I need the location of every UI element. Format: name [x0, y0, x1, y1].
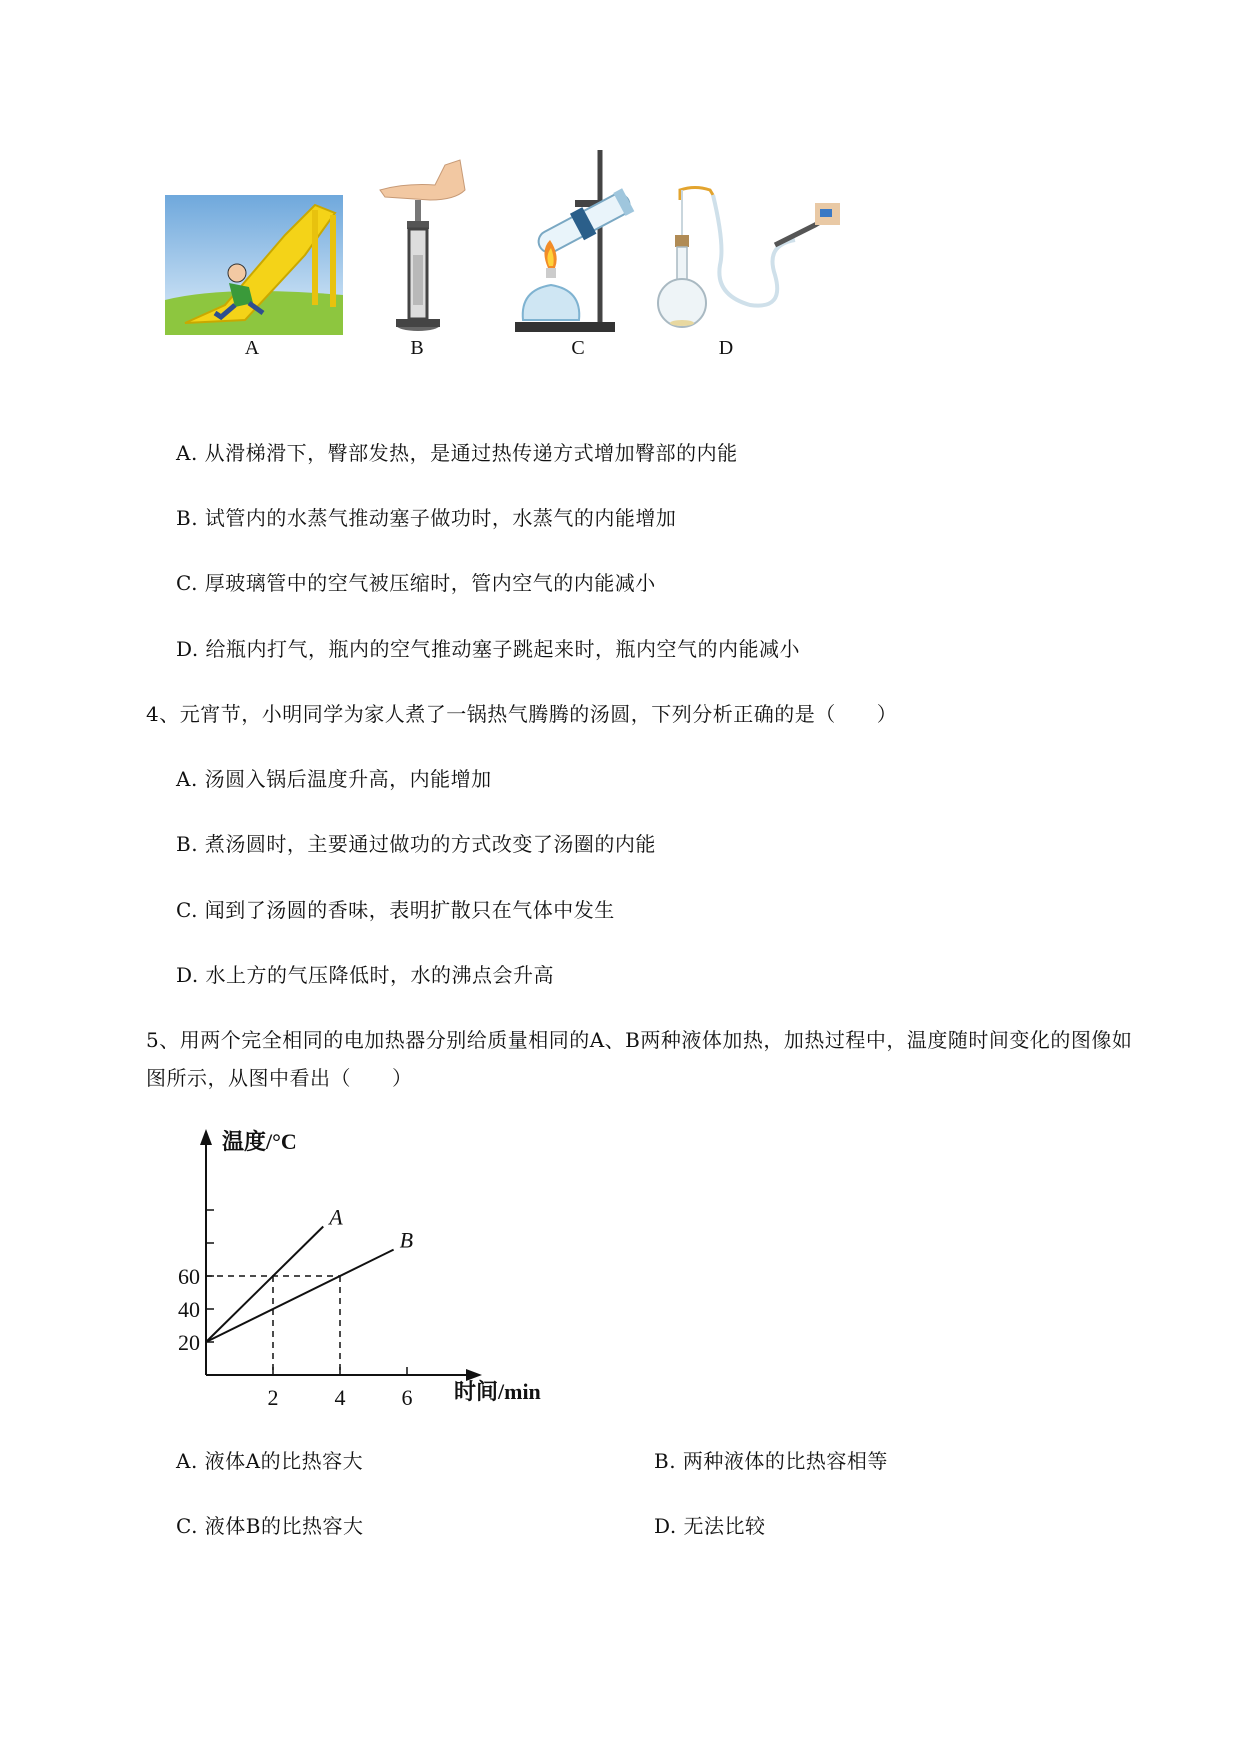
figure-label-b: B: [410, 337, 424, 359]
series-line-a: [206, 1227, 323, 1343]
q5-option-b: B. 两种液体的比热容相等: [654, 1449, 888, 1473]
q3-option-c: C. 厚玻璃管中的空气被压缩时，管内空气的内能减小: [176, 571, 656, 595]
q3-figure-row: [160, 150, 850, 390]
q4-stem: 4、元宵节，小明同学为家人煮了一锅热气腾腾的汤圆，下列分析正确的是（ ）: [146, 702, 898, 726]
x-tick-label: 6: [401, 1385, 413, 1410]
q5-stem: 5、用两个完全相同的电加热器分别给质量相同的A、B两种液体加热，加热过程中，温度随时间变化的图像如图所示，从图中看出（ ）: [146, 1028, 1133, 1090]
q5-option-d: D. 无法比较: [654, 1514, 766, 1538]
q5-option-c: C. 液体B的比热容大: [176, 1514, 364, 1538]
compression-tube-illustration: [375, 155, 470, 335]
series-label-a: A: [329, 1204, 343, 1230]
y-tick-label: 40: [178, 1297, 200, 1322]
q4-option-b: B. 煮汤圆时，主要通过做功的方式改变了汤圈的内能: [176, 832, 656, 856]
q4-option-a: A. 汤圆入锅后温度升高，内能增加: [176, 767, 492, 791]
x-axis-label: 时间/min: [454, 1379, 541, 1404]
flask-pump-illustration: [655, 185, 840, 335]
q4-option-d: D. 水上方的气压降低时，水的沸点会升高: [176, 963, 555, 987]
slide-illustration: [165, 195, 343, 335]
series-label-b: B: [399, 1227, 414, 1253]
test-tube-burner-illustration: [515, 150, 645, 335]
q5-option-a: A. 液体A的比热容大: [176, 1449, 364, 1473]
y-tick-label: 60: [178, 1264, 200, 1289]
x-tick-label: 2: [267, 1385, 279, 1410]
series-line-b: [206, 1250, 394, 1342]
x-tick-label: 4: [334, 1385, 346, 1410]
q3-option-d: D. 给瓶内打气，瓶内的空气推动塞子跳起来时，瓶内空气的内能减小: [176, 637, 801, 661]
y-axis-label: 温度/°C: [222, 1129, 297, 1154]
q3-option-b: B. 试管内的水蒸气推动塞子做功时，水蒸气的内能增加: [176, 506, 677, 530]
figure-label-d: D: [718, 337, 734, 359]
figure-label-c: C: [571, 337, 585, 359]
y-axis-arrow: [200, 1129, 212, 1145]
q3-option-a: A. 从滑梯滑下，臀部发热，是通过热传递方式增加臀部的内能: [176, 441, 738, 465]
y-tick-label: 20: [178, 1330, 200, 1355]
q4-option-c: C. 闻到了汤圆的香味，表明扩散只在气体中发生: [176, 898, 615, 922]
figure-label-a: A: [244, 337, 260, 359]
temperature-time-chart: [170, 1125, 570, 1415]
